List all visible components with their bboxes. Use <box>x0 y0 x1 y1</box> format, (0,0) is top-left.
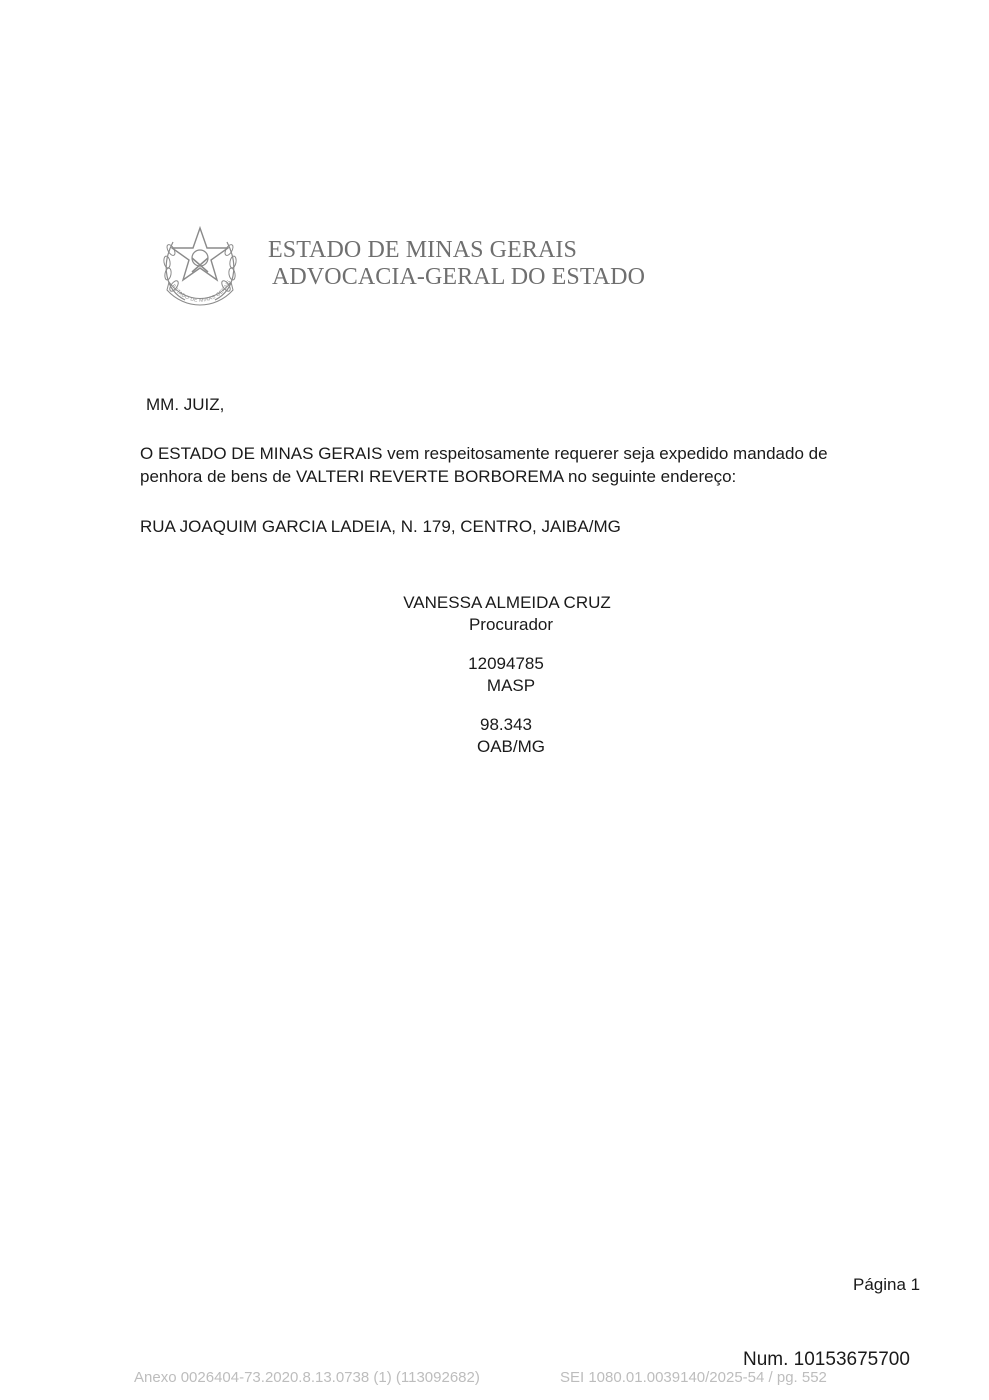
oab-label: OAB/MG <box>476 737 545 756</box>
masp-label: MASP <box>486 676 536 695</box>
header-line-1: ESTADO DE MINAS GERAIS <box>268 237 577 263</box>
masp-number: 12094785 <box>468 654 544 673</box>
seal-text: ESTADO DE MINAS GERAIS <box>170 279 233 304</box>
footer-sei: SEI 1080.01.0039140/2025-54 / pg. 552 <box>560 1369 827 1386</box>
paragraph-line-2: penhora de bens de VALTERI REVERTE BORBOREMA no seguinte endereço: <box>140 467 737 486</box>
document-number: Num. 10153675700 <box>743 1349 910 1370</box>
oab-number: 98.343 <box>480 715 532 734</box>
signer-role: Procurador <box>468 615 554 634</box>
header-line-2: ADVOCACIA-GERAL DO ESTADO <box>272 264 645 290</box>
salutation: MM. JUIZ, <box>146 395 225 414</box>
page-label: Página 1 <box>853 1275 921 1294</box>
address: RUA JOAQUIM GARCIA LADEIA, N. 179, CENTRO, JAIBA/MG <box>140 517 621 536</box>
footer-annex: Anexo 0026404-73.2020.8.13.0738 (1) (113092682) <box>134 1369 480 1386</box>
signer-name: VANESSA ALMEIDA CRUZ <box>403 593 611 612</box>
paragraph-line-1: O ESTADO DE MINAS GERAIS vem respeitosamente requerer seja expedido mandado de <box>140 444 828 463</box>
coat-of-arms-seal-icon <box>155 220 245 312</box>
